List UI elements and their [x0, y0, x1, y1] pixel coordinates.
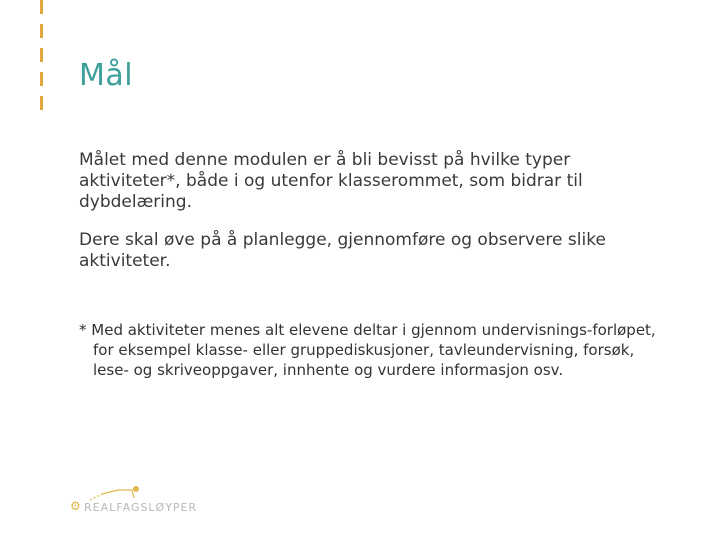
accent-bar — [40, 0, 43, 114]
realfagsloyper-logo — [70, 484, 200, 524]
footnote: * Med aktiviteter menes alt elevene deltar i gjennom undervisnings-forløpet, for eksempel klasse- eller gruppediskusjoner, tavleundervisning, forsøk, lese- og skriveoppgaver, innhente og vurdere informasjon osv. — [79, 321, 656, 379]
logo-text: REALFAGSLØYPER — [84, 501, 198, 514]
gear-icon: ⚙ — [70, 499, 81, 513]
goal-paragraph: Målet med denne modulen er å bli bevisst på hvilke typer aktiviteter*, både i og utenfor klasserommet, som bidrar til dybdelæring. — [79, 150, 583, 212]
practice-paragraph: Dere skal øve på å planlegge, gjennomføre og observere slike aktiviteter. — [79, 230, 606, 271]
logo-path-icon — [88, 484, 148, 502]
slide-title: Mål — [79, 58, 134, 93]
